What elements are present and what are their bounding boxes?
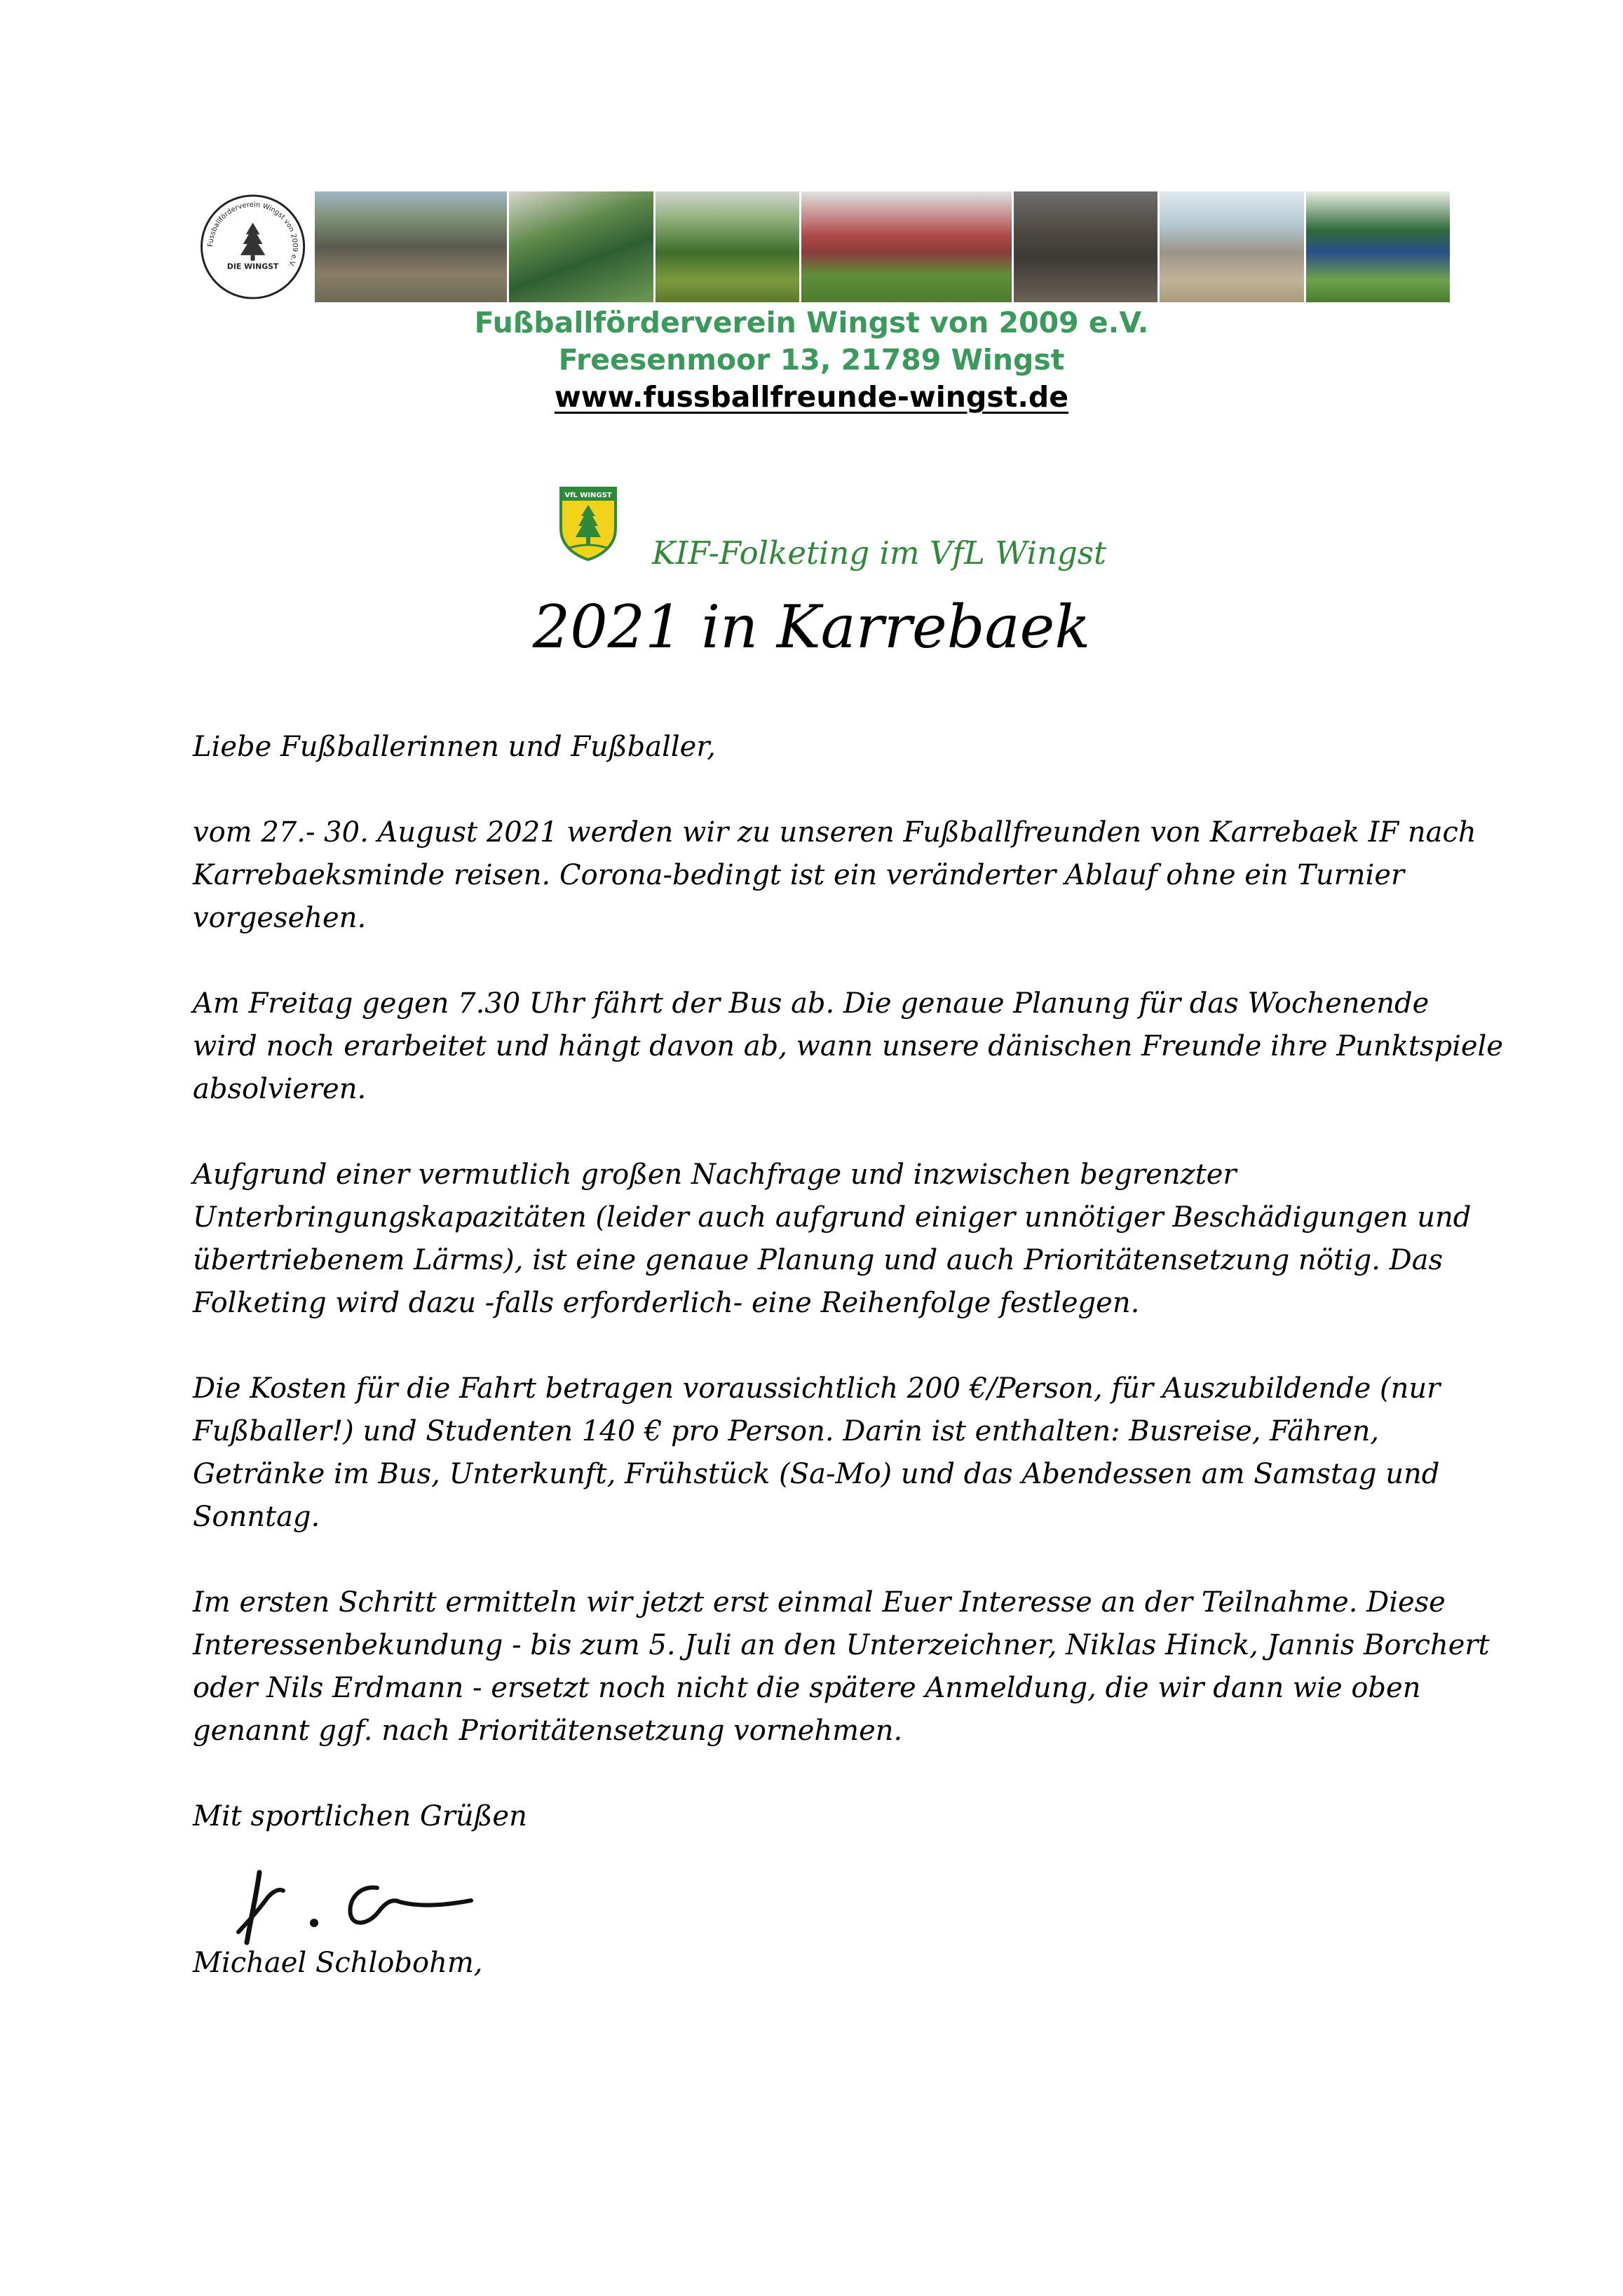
subtitle: KIF-Folketing im VfL Wingst [652, 534, 1107, 572]
svg-text:VfL WINGST: VfL WINGST [564, 492, 612, 499]
svg-text:Fussballförderverein Wingst vo: Fussballförderverein Wingst von 2009 e.V. [207, 201, 299, 269]
vfl-wingst-crest-icon [558, 485, 618, 562]
signer-name: Michael Schlobohm, [193, 1947, 483, 1979]
salutation: Liebe Fußballerinnen und Fußballer, [193, 731, 716, 763]
closing: Mit sportlichen Grüßen [193, 1800, 527, 1832]
award-ceremony-photo [1014, 191, 1157, 302]
football-match-photo [801, 191, 1012, 302]
letter-body [193, 726, 1504, 1881]
football-players-photo [509, 191, 653, 302]
website-link[interactable]: www.fussballfreunde-wingst.de [554, 380, 1069, 414]
headline: 2021 in Karrebaek [532, 593, 1091, 661]
paragraph-interest: Im ersten Schritt ermitteln wir jetzt erst einmal Euer Interesse an der Teilnahme. Diese Interessenbekundung - bis zum 5. Juli an den Unterzeichner, Niklas Hinck, Jannis Borchert oder Nils Erdmann - ersetzt noch nicht die spätere Anmeldung, die wir dann wie oben genannt ggf. nach Prioritätensetzung vornehmen. [193, 1586, 1490, 1747]
paragraph-travel: vom 27.- 30. August 2021 werden wir zu unseren Fußballfreunden von Karrebaek IF nach Karrebaeksminde reisen. Corona-bedingt ist ein veränderter Ablauf ohne ein Turnier vorgesehen. [193, 816, 1476, 934]
organization-name: Fußballförderverein Wingst von 2009 e.V. [474, 306, 1149, 339]
group-photo [315, 191, 507, 302]
football-tackle-photo [1306, 191, 1450, 302]
club-logo [193, 191, 313, 302]
landscape-photo [656, 191, 799, 302]
svg-text:DIE WINGST: DIE WINGST [226, 262, 279, 271]
paragraph-capacity: Aufgrund einer vermutlich großen Nachfrage und inzwischen begrenzter Unterbringungskapazitäten (leider auch aufgrund einiger unnötiger Beschädigungen und übertriebenem Lärms), ist eine genaue Planung und auch Prioritätensetzung nötig. Das Folketing wird dazu -falls erforderlich- eine Reihenfolge festlegen. [193, 1159, 1472, 1319]
beach-party-photo [1160, 191, 1303, 302]
handwritten-signature [210, 1844, 491, 1957]
organization-address: Freesenmoor 13, 21789 Wingst [558, 343, 1065, 377]
photo-banner [193, 191, 1450, 302]
paragraph-costs: Die Kosten für die Fahrt betragen voraussichtlich 200 €/Person, für Auszubildende (nur Fußballer!) und Studenten 140 € pro Person. Darin ist enthalten: Busreise, Fähren, Getränke im Bus, Unterkunft, Frühstück (Sa-Mo) und das Abendessen am Samstag und Sonntag. [193, 1372, 1441, 1533]
paragraph-departure: Am Freitag gegen 7.30 Uhr fährt der Bus ab. Die genaue Planung für das Wochenende wird noch erarbeitet und hängt davon ab, wann unsere dänischen Freunde ihre Punktspiele absolvieren. [193, 987, 1504, 1105]
